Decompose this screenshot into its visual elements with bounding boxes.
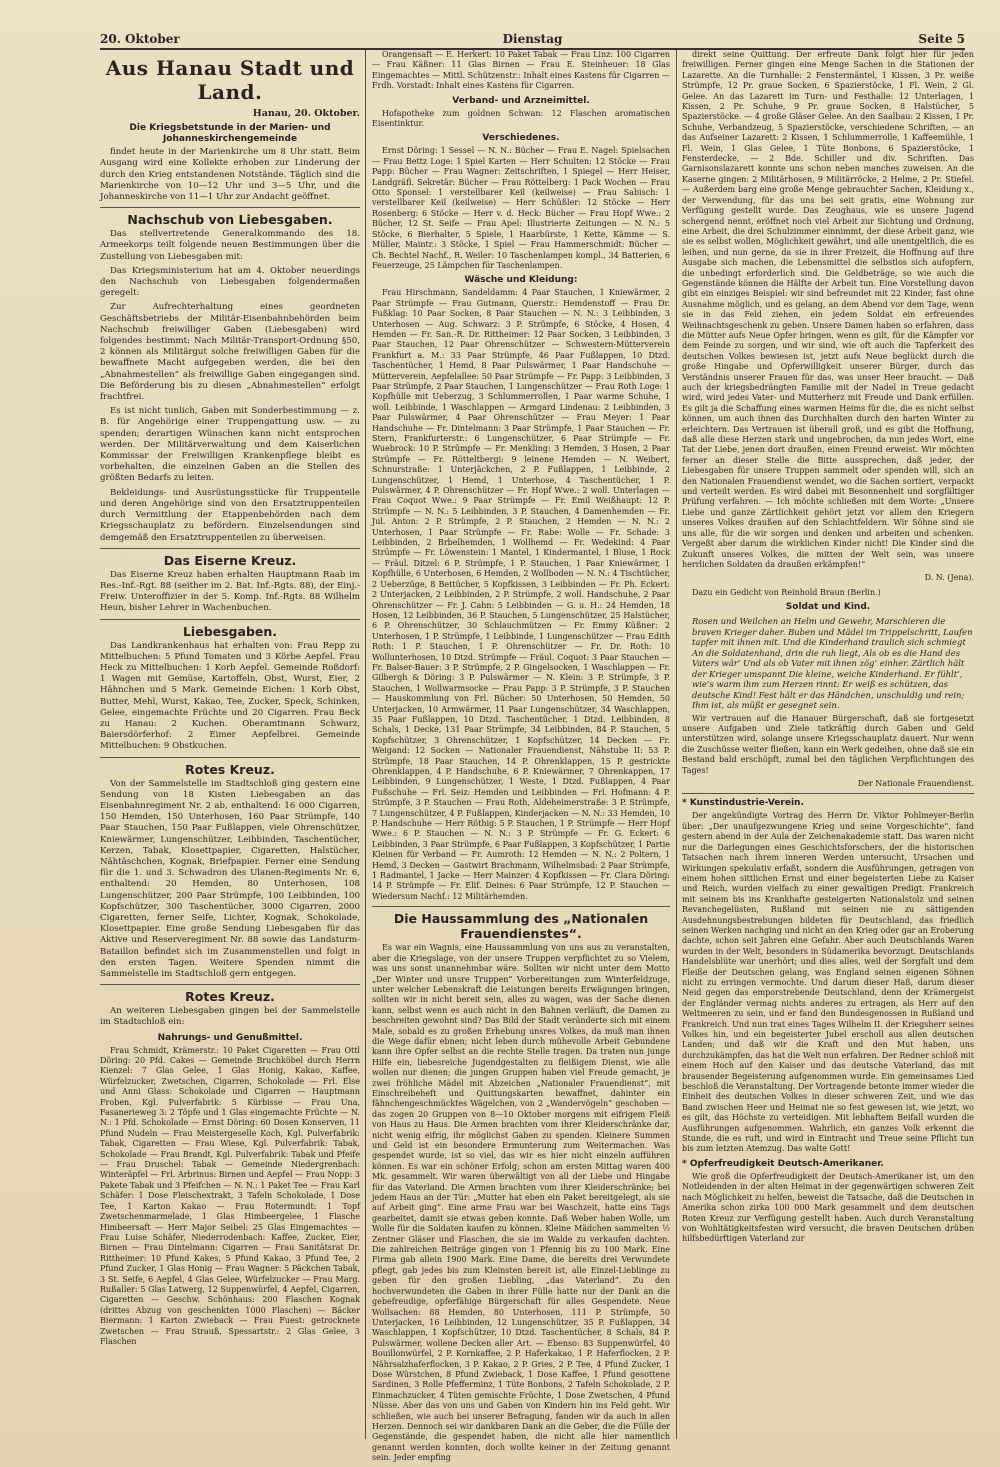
separator (100, 757, 360, 758)
opferfreudigkeit-title: * Opferfreudigkeit Deutsch-Amerikaner. (682, 1158, 884, 1169)
header-page-number: Seite 5 (918, 32, 965, 46)
verband-title: Verband- und Arzneimittel. (452, 95, 590, 106)
page-header (100, 30, 965, 50)
nahrung-text: Frau Schmidt, Krämerstr.: 10 Paket Cigaretten — Frau Ottl Döring: 20 Pfd. Cakes — Gemeinde Bruchköbel durch Herrn Kienzel: 7 Glas Gelee, 1 Glas Honig, Kakao, Kaffee, Würfelzucker, Zwetschen, Cigarren, Schokolade — Frl. Else und Anni Glass: Schokolade und Cigarren — Hauptmann Froben, Kgl. Pulverfabrik: 5 Kürbisse — Frau Una, Fasanerieweg 3: 2 Töpfe und 1 Glas eingemachte Früchte — N. N.: 1 Pfd. Schokolade — Ernst Döring: 60 Dosen Konserven, 11 Pfund Nudeln — Frau Meistergeselle Koch, Kgl. Pulverfabrik: Tabak, Cigaretten — Frau Wiese, Kgl. Pulverfabrik: Tabak, Schokolade — Frau Brandt, Kgl. Pulverfabrik: Tabak und Pfeife — Frau Druschel: Tabak — Gemeinde Niedergrenbach: Winteräpfel — Frl. Arbrinus: Birnen und Aepfel — Frau Nopp: 3 Pakete Tabak und 3 Pfeifchen — N. N.: 1 Paket Tee — Frau Karl Schäfer: 1 Dose Fleischextrakt, 3 Tafeln Schokolade, 1 Dose Tee, 1 Karton Kakao — Frau Rotermundt: 1 Topf Zwetschenmarmelade, 1 Glas Himbeergelee, 1 Flasche Himbeersaft — Herr Major Seibel: 25 Glas Eingemachtes — Frau Luise Schäfer, Niederrodenbach: Kaffee, Zucker, Eier, Birnen — Frau Dintelmann: Cigarren — Frau Sanitätsrat Dr. Rittheimer: 10 Pfund Kakes, 5 Pfund Kakao, 3 Pfund Tee, 2 Pfund Zucker, 1 Glas Honig — Frau Wagner: 5 Päckchen Tabak, 3 St. Seife, 6 Aepfel, 4 Glas Gelee, Würfelzucker — Frau Marg. Rußaller: 5 Glas Latwerg, 12 Suppenwürfel, 4 Aepfel, Cigarren, Cigaretten — Geschw. Schönhaus: 200 Flaschen Kognak (drittes Abzug von geschenkten 1000 Flaschen) — Bäcker Biermann: 1 Karton Zwieback — Frau Fuest: getrocknete Zwetschen — Frau Strauß, Spessartstr.: 2 Glas Gelee, 3 Flaschen (100, 1045, 360, 1346)
column-rule-1 (365, 50, 366, 1439)
liebesgaben-text: Das Landkrankenhaus hat erhalten von: Frau Repp zu Mittelbuchen: 5 Pfund Tomaten und 3 Körbe Aepfel. Frau Heck zu Mittelbuchen: 1 Korb Aepfel. Gemeinde Roßdorf: 1 Wagen mit Gemüse, Kartoffeln, Obst, Wurst, Eier, 2 Hähnchen und 5 Mark. Gemeinde Eichen: 1 Korb Obst, Butter, Mehl, Wurst, Kakao, Tee, Zucker, Speck, Schinken, Gelee, eingemachte Früchte und 20 Cigarren. Frau Beck zu Hanau: 2 Kuchen. Oberamtmann Schwarz, Baiersdörferhof: 2 Eimer Aepfelbrei. Gemeinde Mittelbuchen: 9 Obstkuchen. (100, 640, 360, 752)
column-1 (100, 50, 360, 1439)
closing-text: Wir vertrauen auf die Hanauer Bürgerschaft, daß sie fortgesetzt unsere Aufgaben und Ziele tatkräftig durch Gaben und Geld unterstützen wird, solange unsere Kriegsschauplatz dauert. Nur wenn die Zuschüsse weiter fließen, kann ein Werk gedeihen, ohne daß sie ein Bestand bald erschöpft, zumal bei den täglichen Verpflichtungen des Tages! (682, 713, 974, 775)
signature-1: D. N. (Jena). (924, 573, 974, 583)
rotes-kreuz-text-2: An weiteren Liebesgaben gingen bei der Sammelstelle im Stadtschloß ein: (100, 1006, 360, 1028)
kriegsbetstunde-title: Die Kriegsbetstunde in der Marien- und Johanneskirchengemeinde (129, 123, 331, 145)
nachschub-text-5: Bekleidungs- und Ausrüstungsstücke für Truppenteile und deren Angehörige sind von den Ersatztruppenteilen durch Vermittlung der Etappenbehörden nach dem Kriegsschauplatz zu befördern. Einzelsendungen sind demgemäß den Ersatztruppenteilen zu überweisen. (100, 487, 360, 543)
column-3 (682, 50, 974, 1439)
column-2 (372, 50, 670, 1463)
separator (372, 906, 670, 907)
col2-intro-text: Orangensaft — E. Herkert: 10 Paket Tabak — Frau Linz: 100 Cigarren — Frau Käßner: 11 Glas Birnen — Frau E. Steinheuer: 18 Glas Eingemachtes — Mittl. Schützenstr.: Inhalt eines Kastens für Cigarren — Frdh. Vorstadt: Inhalt eines Kastens für Cigarren. (372, 50, 670, 91)
nachschub-text-4: Es ist nicht tunlich, Gaben mit Sonderbestimmung — z. B. für Angehörige einer Truppengattung usw. — zu spenden; derartigen Wünschen kann nicht entsprochen werden. Der Militärverwaltung und dem Kaiserlichen Kommissar der Freiwilligen Krankenpflege bleibt es vorbehalten, die einzelnen Gaben an die Stellen des größten Bedarfs zu leiten. (100, 406, 360, 484)
dateline: Hanau, 20. Oktober. (252, 108, 360, 119)
rotes-kreuz-title-2: Rotes Kreuz. (185, 989, 275, 1005)
separator (100, 984, 360, 985)
eisernes-kreuz-text: Das Eiserne Kreuz haben erhalten Hauptmann Raab im Res.-Inf.-Rgt. 88 (seither im 2. Bat. Inf.-Rgts. 88), der Einj.-Freiw. Unteroffizier in der 5. Komp. Inf.-Rgts. 88 Wilhelm Heun, bisher Lehrer in Wachenbuchen. (100, 569, 360, 614)
masthead-title: Aus Hanau Stadt und Land. (105, 56, 355, 104)
opferfreudigkeit-text: Wie groß die Opferfreudigkeit der Deutsch-Amerikaner ist, um den Notleidenden in der alten Heimat in der gegenwärtigen schweren Zeit nach Möglichkeit zu helfen, beweist die Tatsache, daß die Deutschen in Amerika schon zirka 100 000 Mark gesammelt und dem deutschen Roten Kreuz zur Verfügung gestellt haben. Auch durch Veranstaltung von Wohltätigkeitsfesten wird versucht, die braven Deutschen drüben hilfsbedürftigen Vaterland zur (682, 1171, 974, 1244)
eisernes-kreuz-title: Das Eiserne Kreuz. (163, 552, 297, 568)
nachschub-text-2: Das Kriegsministerium hat am 4. Oktober neuerdings den Nachschub von Liebesgaben folgendermaßen geregelt: (100, 265, 360, 299)
poem-text: Rosen und Weilchen an Helm und Gewehr, Marschieren die braven Krieger daher. Buben und Mädel im Trippelschritt, Laufen tapfer mit ihnen mit. Und die Kinderhand traulich sich schmiegt An die Soldatenhand, drin die ruh liegt, Als ob es die Hand des Vaters wär’ Und als ob Vater mit ihnen zög’ einher. Zärtlich hält der Krieger umspannt Die kleine, weiche Kinderhand. Er fühlt’, wie’s warm ihm zum Herzen rinnt: Er weiß es schützen, das deutsche Kind! Fest hält er das Händchen, unschuldig und rein; Ihm ist, als müßt er gesegnet sein. (692, 616, 973, 711)
nachschub-text-1: Das stellvertretende Generalkommando des 18. Armeekorps teilt folgende neuen Bestimmungen über die Zustellung von Liebesgaben mit: (100, 229, 360, 262)
nachschub-text-3: Zur Aufrechterhaltung eines geordneten Geschäftsbetriebs der Militär-Eisenbahnbehörden beim Nachschub freiwilliger Gaben (Liebesgaben) wird folgendes bestimmt: Nach Militär-Transport-Ordnung §50, 2 können als Militärgut solche freiwilligen Gaben für die bewaffnete Macht aufgegeben werden, die bei den „Abnahmestellen“ als freiwillige Gaben eingegangen sind. Die Beförderung bis zu diesen „Abnahmestellen“ erfolgt frachtfrei. (100, 302, 360, 403)
verschiedenes-text: Ernst Döring: 1 Sessel — N. N.: Bücher — Frau E. Nagel: Spielsachen — Frau Bettz Loge: 1 Spiel Karten — Herr Schulten: 12 Stöcke — Frau Papp: Bücher — Frau Wagner: Zeitschriften, 1 Spiegel — Herr Heiser, Landgräfl. Sekretär: Bücher — Frau Röttelberg: 1 Pack Wochen — Frau Otto Sponsel: 1 verstellbarer Keil (keilweise) — Frau Sabisch: 1 verstellbarer Keil (keilweise) — Herr Schüßler: 12 Stöcke — Herr Rosenberg: 6 Stöcke — Herr v. d. Heck: Bücher — Frau Hopf Wwe.: 2 Bücher, 12 St. Seife — Frau Apel: Illustrierte Zeitungen — N. N.: 5 Stöcke, 6 Bierhalter, 5 Spiele, 1 Haarbürste, 1 Kette, Kämme — S. Müller, Maintr.: 3 Stöcke, 1 Spiel — Frau Hammerschmidt: Bücher — Ch. Bechtel Nachf., R. Weiler: 10 Taschenlampen kompl., 34 Batterien, 6 Feuerzeuge, 25 Lämpchen für Taschenlampen. (372, 146, 670, 270)
separator (100, 548, 360, 549)
haussammlung-title: Die Haussammlung des „Nationalen Frauendienstes“. (393, 911, 649, 942)
rotes-kreuz-text-1: Von der Sammelstelle im Stadtschloß ging gestern eine Sendung von 18 Kisten Liebesgaben an das Eisenbahnregiment Nr. 2 ab, enthaltend: 16 000 Cigarren, 150 Hemden, 150 Unterhosen, 160 Paar Strümpfe, 140 Paar Stauchen, 150 Paar Fußlappen, viele Ohrenschützer, Kniewärmer, Lungenschützer, Leibbinden, Taschentücher, Kerzen, Tabak, Klosettpapier, Cigaretten, Halstücher, Nähtäschchen, Kognak, Briefpapier. Ferner eine Sendung für die 1. und 3. Schwadron des Ulanen-Regiments Nr. 6, enthaltend: 20 Hemden, 80 Unterhosen, 108 Lungenschützer, 200 Paar Strümpfe, 100 Leibbinden, 100 Kopfschützer, 300 Taschentücher, 3000 Cigarren, 2000 Cigaretten, ferner Seife, Lichter, Kognak, Schokolade, Klosettpapier. Eine große Sendung Liebesgaben für das Aktive und Reserveregiment Nr. 88 sowie das Landsturm-Bataillon befindet sich im Zusammenstellen und folgt in den ersten Tagen. Weitere Spenden nimmt die Sammelstelle im Stadtschloß gern entgegen. (100, 778, 360, 979)
kunstindustrie-title: * Kunstindustrie-Verein. (682, 798, 804, 809)
verschiedenes-title: Verschiedenes. (482, 133, 560, 144)
kriegsbetstunde-text: findet heute in der Marienkirche um 8 Uhr statt. Beim Ausgang wird eine Kollekte erhoben zur Linderung der durch den Krieg entstandenen Notstände. Täglich sind die Marienkirche von 10—12 Uhr und 3—5 Uhr, und die Johanneskirche von 11—1 Uhr zur Andacht geöffnet. (100, 147, 360, 203)
separator (100, 619, 360, 620)
header-date: 20. Oktober (100, 32, 180, 46)
nachschub-title: Nachschub von Liebesgaben. (127, 212, 333, 228)
nahrung-title: Nahrungs- und Genußmittel. (157, 1032, 303, 1043)
poem-title: Soldat und Kind. (785, 602, 871, 613)
rotes-kreuz-title-1: Rotes Kreuz. (185, 761, 275, 777)
liebesgaben-title: Liebesgaben. (182, 623, 278, 639)
header-weekday: Dienstag (502, 32, 563, 46)
column-rule-2 (676, 50, 677, 1439)
haussammlung-text: Es war ein Wagnis, eine Haussammlung von uns aus zu veranstalten, aber die Kriegslage, von der unsere Truppen verpflichtet zu so Vielem, was uns sonst unannehmbar wäre. Sollten wir nicht unter dem Motto „Der Winter und unsre Truppen“ Vorbereitungen zum Winterfeldzuge, unter welcher Lebenskraft die Leistungen bereits Erwägungen bringen, sollten wir in nicht bereit sein, alles zu wagen, was der Sache dienen kann, selbst wenn es auch nicht in den Bahnen verläuft, die Damen zu beschreiten gewohnt sind? Das Bild der Stadt veränderte sich mit einem Male, sobald es zu großen Erhebung unsres Volkes, da muß man ihnen die Wege dafür ebnen; nicht leben durch mühevolle Arbeit Gebundene kann ihre Opfer selbst an die rechte Stelle tragen. Da traten nun junge Hilfe ein, liebesreiche Jugendgestalten zu fleißigem Dienst, wie alle wollen nur dienen; die jungen Gruppen haben viel Freude gemacht, je zwei fröhliche Mädel mit Abzeichen „Nationaler Frauendienst“, mit Einschreibeheft und Quittungskarten bewaffnet, dahinter ein fähnchengeschmücktes Wägelchen, von 2 „Wandervögeln“ geschoben — das zogen 20 Gruppen von 8—10 Oktober morgens mit eifrigem Fleiß von Haus zu Haus. Die Armen brachten vom ihrer Kleiderschränke dar, nicht wenig eifrig, ihr möglichst Gaben zu spenden. Kleinere Summen und Geld ist ein besondere Ermunterung zum Weitermachen. Was gespendet wurde, ist so viel, das wir es hier nicht einzeln aufführen können. Es war ein schöner Erfolg; schon am ersten Mittag waren 400 Mk. gesammelt. Wir waren überwältigt von all der Liebe und Hingabe für das Vaterland. Die Armen brachten vom ihrer Kleiderschränke; bei jedem Haus an der Tür: „Mutter hat eben ein Paket bereitgelegt, als sie auf Arbeit ging“. Eine arme Frau war bei Waschzeit, hatte eins Tags gearbeitet, damit sie etwas geben konnte. Daß Weber haben Wolle, um Wolle für die Soldaten kaufen zu können. Kleine Mädchen sammelten ½ Zentner Gläser und Flaschen, die sie im Walde zu verkaufen dachten. Die zahlreichen Beiträge gingen von 1 Pfennig bis zu 100 Mark. Eine Firma gab allein 1900 Mark. Eine Dame, die bereits drei Verwundete pflegt, gab jedes bis zum Kleinsten bereit ist, alle Einzel-Lieblinge zu geben für den großen Liebling, „das Vaterland“. Zu den hochverwundeten die Gaben in ihrer Fülle hatte nur der Dank an die gebefreudige, opferfähige Bürgerschaft für alles Gespendete. Neue Wollsachen: 88 Hemden, 80 Unterhosen, 111 P. Strümpfe, 50 Unterjacken, 16 Leibbinden, 12 Lungenschützer, 35 P. Fußlappen, 34 Waschlappen, 1 Kopfschützer, 10 Dtzd. Taschentücher, 8 Schals, 84 P. Pulswärmer, wollene Decken aller Art. — Ebenso: 83 Suppenwürfel, 40 Bouillonwürfel, 2 P. Kornkaffee, 2 P. Haferkakao, 1 P. Haferflocken, 2 P. Nährsalzhaferflocken, 3 P. Kakao, 2 P. Gries, 2 P. Tee, 4 Pfund Zucker, 1 Dose Würstchen, 8 Pfund Zwieback, 1 Dose Kaffee, 1 Pfund gesottene Sardinen, 3 Rolle Pfefferminz, 1 Tüte Bonbons, 2 Tafeln Schokolade, 2 P. Einmachzucker, 4 Tüten gemischte Früchte, 1 Dose Zwetschen, 4 Pfund Nüsse. Aber das von uns und Gaben von Kindern hin ins Feld geht. Wir schließen, wie auch bei unserer Befragung, fanden wir da auch in allen Herzen. Dennoch sei wir dankbaren Dank an die Geber, die die Fülle der Gegenstände, die gespendet haben, die nicht alle hier namentlich genannt werden konnten, doch wollte keiner in der Zeitung genannt sein. Jeder empfing (372, 943, 670, 1463)
col3-intro-text: direkt seine Quittung. Der erfreute Dank folgt hier für jeden freiwilligen. Ferner gingen eine Menge Sachen in die Stationen der Lazarette. An die Turnhalle: 2 Fenstermäntel, 1 Kissen, 3 Pr. weiße Strümpfe, 12 Pr. graue Socken, 6 Spazierstöcke, 1 Fl. Wein, 2 Gl. Gelee. An das Lazarett im Turn- und Festhalle: 12 Unterlagen, 1 Kissen, 2 Pr. Schuhe, 9 Pr. graue Socken, 8 Halstücher, 5 Spazierstöcke. — 4 große Gläser Gelee. An den Saalbau: 2 Kissen, 1 Pr. Schuhe, Verbandzeug, 5 Spazierstöcke, verschiedene Schriften, — an das Aufseiner Lazarett: 2 Kissen, 1 Schlummerrolle, 1 Kaffeemühle, 1 Fl. Wein, 1 Glas Gelee, 1 Tüte Bonbons, 6 Spazierstöcke, 1 Fensterdecke, — 2 Bde. Schiller und div. Schriften. Das Garnisonslazarett konnte uns schon neben manches zuweisen. An die Kaserne gingen: 2 Militärhosen, 9 Militärröcke, 2 Helme, 2 Pr. Stiefel. — Außerdem barg eine große Menge gebrauchter Sachen, Kleidung x., der Verwendung, für das uns bei seit gratis, eine Wohnung zur Verfügung gestellt wurde. Das Zeughaus, wie es unsere Jugend schergend nennt, eröffnet noch viel Arbeit zur Sichtung und Ordnung, eine Arbeit, die drei Schulzimmer einnimmt, der diese Arbeit ganz, wie sie es selbst wollen, Möglichkeit gewährt, und alle unentgeltlich, die es leihen, und nun gerne, da sie in ihrer Freizeit, die Hoffnung auf ihre Ausgabe sich machen, die Lebensmittel die selbstlos sich aufopfern, die unbedingt erforderlich sind. Die Geldbeträge, so wie auch die Gegenstände können die Hälfte der Arbeit tun. Eine Vorstellung davon gibt ein einziges Beispiel: wir sind befreundet mit 22 Kinder, fast ohne Ausnahme möglich, und es gelang, an dem Abend vor dem Tage, wenn sie in das Feld ziehen, ein jedem Soldat ein erfreuendes Weihnachtsgeschenk zu geben. Unsere Damen haben so erfahren, dass die Mütter aufs Neue Opfer bringen, wenn es gilt, für die Kämpfer vor dem Feinde zu sorgen, und wir sind, wie oft auch die Tapferkeit des deutschen Volkes bewiesen ist, jetzt aufs Neue beglückt durch die große Hingabe und Opferwilligkeit unserer Bürger, durch das Verständnis unserer Frauen für das, was unser Heer braucht. — Daß auch der kriegsbedrängten Familie mit der Nadel in Treue gedacht wird, wird jedes Vater- und Mutterherz mit Freude und Dank erfüllen. Es gilt ja die Schaffung eines warmen Heims für die, die es nicht selbst können, um auch ihnen das Durchhalten durch den harten Winter zu erleichtern. Das Vertrauen ist überall groß, und es gibt die Hoffnung, daß alle diese Herzen stark und ungebrochen, da nun jedes Wort, eine Tat der Liebe, jenen dort draußen, einen Freund erweist. Wir möchten ferner an dieser Stelle die Bitte aussprechen, daß jeder, der Liebesgaben für unsere Truppen sammelt oder spenden will, sich an den Nationalen Frauendienst wendet, wo die Sachen sortiert, verpackt und verteilt werden. Es wird dabei mit Besonnenheit und sorgfältiger Prüfung verfahren. — Ich möchte schließen mit dem Worte: „Unsere Liebe und ganze Zärtlichkeit gehört jetzt vor allem den Kriegern unseres Volkes draußen auf den Schlachtfeldern. Wir Söhne sind sie uns alle, für die wir sorgen und denken und arbeiten und schenken. Vergeßt aber darum die wirklichen Kinder nicht! Die Kinder sind die Zukunft unseres Volkes, die mitten der Welt sein, was unsere herrlichen Soldaten da draußen erkämpfen!“ (682, 50, 974, 569)
verband-text: Hofapotheke zum goldnen Schwan: 12 Flaschen aromatischen Eisentinktur. (372, 108, 670, 129)
signature-2: Der Nationale Frauendienst. (857, 779, 974, 789)
separator (682, 793, 974, 794)
kunstindustrie-text: Der angekündigte Vortrag des Herrn Dr. Viktor Pohlmeyer-Berlin über: „Der unaufgezwungene Krieg und seine Vorgeschichte“, fand gestern abend in der Aula der Zeichenakademie statt. Das waren nicht nur die Darlegungen eines Geschichtsforschers, der die historischen Tatsachen nach ihrem inneren Werden untersucht, Ursachen und Wirkungen spekulativ erfaßt, sondern die Ausführungen, getragen von einem hohen sittlichen Ernst und einer begeisterten Liebe zu Kaiser und Reich, wurden vielfach zu einer gewaltigen Predigt. Frankreich mit seinem bis ins Krankhafte gesteigerten Nationalstolz und seinen Revanchegelüsten, Rußland mit seinen nie zu sättigenden Ausdehnungsbestrebungen bildeten für Deutschland, das friedlich seinen Werken nachging und nicht an den Krieg oder gar an Eroberung dachte, schon seit Jahren eine Gefahr. Aber auch Deutschlands Waren wurden in der Welt, besonders in Südamerika bevorzugt. Deutschlands Handelsblüte war unerhört; und dies alles, weil der Sorgfalt und dem Fleiße der Deutschen gelang, was England seinen eigenen Söhnen nicht zu erringen vermochte. Und darum dieser Haß, darum dieser Neid gegen das emporstrebende Deutschland, denn der Krämergeist der Engländer vermag nichts anderes zu ertragen, als Herr auf den Weltmeeren zu sein, und er fand den Bundesgenossen in Rußland und Frankreich. Und nun trat eines Tages Wilhelm II. der Kriegsherr seines Volkes hin, und ein begeisterter Jubel erscholl aus allen deutschen Landen; und daß wir die Kraft und den Mut haben, uns durchzukämpfen, das hat die Welt nun erfahren. Der Redner schloß mit einem Hoch auf den Kaiser und das deutsche Vaterland, das mit brausender Begeisterung aufgenommen wurde. Ein gemeinsames Lied beschloß die Veranstaltung. Der Vortragende betonte immer wieder die Einheit des deutschen Volkes in dieser schweren Zeit, und wie das Band zwischen Heer und Heimat nie so fest gewesen ist, wie jetzt, wo es gilt, das Höchste zu verteidigen. Mit lebhaftem Beifall wurden die Ausführungen aufgenommen. Wahrlich, ein ganzes Volk erkennt die Stunde, die es ruft, und wird in Eintracht und Treue seine Pflicht tun bis zum letzten Atemzug. Das walte Gott! (682, 811, 974, 1154)
separator (100, 207, 360, 208)
waesche-text: Frau Hirschmann, Sandeldamm: 4 Paar Stauchen, 1 Kniewärmer, 2 Paar Strümpfe — Frau Gutmann, Querstr.: Hemdenstoff — Frau Dr. Fußklag: 10 Paar Socken, 8 Paar Stauchen — N. N.: 3 Leibbinden, 3 Unterhosen — Aug. Schwarz: 3 P. Strümpfe, 6 Stöcke, 4 Hosen, 4 Hemden — Fr. San.-R. Dr. Rittheimer: 12 Paar Socken, 3 Leibbinden, 3 Paar Stauchen, 12 Paar Ohrenschützer — Schwestern-Mütterverein Frankfurt a. M.: 33 Paar Strümpfe, 46 Paar Fußlappen, 10 Dtzd. Taschentücher, 1 Hemd, 8 Paar Pulswärmer, 1 Paar Handschuhe — Mütterverein, Aepfelallee: 50 Paar Strümpfe — Fr. Papp: 3 Leibbinden, 3 Paar Strümpfe, 2 Paar Stauchen, 1 Lungenschützer — Frau Roth Loge: 1 Kopfhülle mit Ueberzug, 3 Schlummerrollen, 1 Paar warme Schuhe, 1 woll. Leibbinde, 1 Waschlappen — Armgard Lindenau: 2 Leibbinden, 3 Paar Pulswärmer, 4 Paar Ohrenschützer — Frau Meyer: 1 Paar Handschuhe — Fr. Dintelmann: 3 Paar Strümpfe, 1 Paar Stauchen — Fr. Stern, Frankfurterstr.: 6 Lungenschützer, 6 Paar Strümpfe — Fr. Wuebrock: 10 P. Strümpfe — Fr. Menkling: 3 Hemden, 3 Hosen, 2 Paar Strümpfe — Fr. Rötteltbergi: 9 leinene Hemden — N. Weibert, Schnurstraße: 1 Unterjäckchen, 2 P. Fußlappen, 1 Leibbinde, 2 Lungenschützer, 1 Hemd, 1 Unterhose, 4 Taschentücher, 1 P. Pulswärmer, 4 P. Ohrenschützer — Fr. Hopf Wwe.: 2 woll. Unterlagen — Frau Coquot Wwe.: 9 Paar Strümpfe — Fr. Emil Weißhaupt: 12 P. Strümpfe — N. N.: 5 Leibbinden, 3 P. Stauchen, 4 Damenhemden — Fr. Jul. Anton: 2 P. Strümpfe, 2 P. Stauchen, 2 Hemden — N. N.: 2 Unterhosen, 1 Paar Strümpfe — Fr. Rabe: Wolle — Fr. Schade: 3 Leibbinden, 2 Brbelhemden, 1 Wollhemd — Fr. Wedekind: 4 Paar Strümpfe — Fr. Löwenstein: 1 Mantel, 1 Kindermantel, 1 Bluse, 1 Rock — Fräul. Ditzel: 6 P. Strümpfe, 1 P. Stauchen, 1 Paar Kniewärmer, 1 Kopfhülle, 6 Unterhosen, 6 Hemden, 2 Wollboden — N. N.: 4 Tischtücher, 2 Ueberzüge, 8 Bettücher, 5 Kopfkissen, 3 Leibbinden — Fr. Ph. Eckert: 2 Unterjacken, 2 Leibbinden, 2 P. Strümpfe, 2 woll. Handschuhe, 2 Paar Ohrenschützer — Fr. J. Cahn: 5 Leibbinden — G. u. H.: 24 Hemden, 18 Hosen, 12 Leibbinden, 36 P. Stauchen, 5 Lungenschützer, 25 Halstücher, 6 P. Ohrenschützer, 30 Schlauchmützen — Fr. Emmy Küßner: 2 Unterhosen, 1 P. Strümpfe, 1 Leibbinde, 1 Lungenschützer — Frau Edith Roth: 1 P. Stauchen, 1 P. Ohrenschützer — Fr. Dr. Roth: 10 Wollunterhosen, 10 Dtzd. Strümpfe — Fräul. Coquot: 3 Paar Stauchen — Fr. Balser-Bauer: 3 P. Strümpfe, 2 P. Gingelsocken, 1 Waschlappen — Fr. Gilbergh & Döring: 3 P. Pulswärmer — N. Klein: 3 P. Strümpfe, 3 P. Stauchen, 1 Wollwarmsocke — Frau Papp: 3 P. Strümpfe, 3 P. Stauchen — Hauskommlung von Frl. Bücher: 50 Unterhosen, 50 Hemden, 50 Unterjacken, 10 Armwärmer, 11 Paar Lungenschützer, 34 Waschlappen, 35 Paar Fußlappen, 10 Dtzd. Taschentücher, 1 Dtzd. Leibbinden, 8 Schals, 1 Decke, 131 Paar Strümpfe, 34 Leibbinden, 84 P. Stauchen, 5 Kopfschützer, 3 Ohrenschützer, 1 Kopfschützer, 14 Decken — Fr. Weigand: 12 Socken — Nationaler Frauendienst, Nähstube II: 53 P. Strümpfe, 18 Paar Stauchen, 14 P. Ohrenklappen, 15 P. gestrickte Ohrenklappen, 4 P. Handschuhe, 6 P. Kniewärmer, 7 Ohrenkappen, 17 Leibbinden, 9 Lungenschützer, 1 Weste, 1 Dtzd. Fußlappen, 4 Paar Fußschuhe — Frl. Seiz: Hemden und Leibbinden — Frl. Hofmann: 4 P. Strümpfe, 3 P. Stauchen — Frau Roth, Aldeheimerstraße: 3 P. Strümpfe, 7 Lungenschützer, 4 P. Fußlappen, Kinderjacken — N. N.: 33 Hemden, 10 P. Handschuhe — Herr Röthig: 5 P. Stauchen, 1 P. Strümpfe — Herr Hopf Wwe.: 6 P. Stauchen — N. N.: 3 P. Strümpfe — Fr. G. Eckert: 6 Leibbinden, 3 Paar Strümpfe, 6 Paar Fußlappen, 3 Kopfschützer, 1 Partie Kleinen für Verband — Fr. Aumroth: 12 Hemden — N. N.: 2 Poltern, 1 Hemd, 3 Decken — Gastwirt Brachmann, Wilhelmsbad: 2 Paar Strümpfe, 1 Radmantel, 1 Jacke — Herr Mainzer: 4 Kopfkissen — Fr. Clara Döring: 14 P. Strümpfe — Fr. Elif. Deines: 6 Paar Strümpfe, 12 P. Stauchen — Wiedersum Nachf.: 12 Militärhemden. (372, 288, 670, 901)
waesche-title: Wäsche und Kleidung: (464, 275, 578, 286)
poem-intro: Dazu ein Gedicht von Reinhold Braun (Berlin.) (692, 587, 881, 597)
